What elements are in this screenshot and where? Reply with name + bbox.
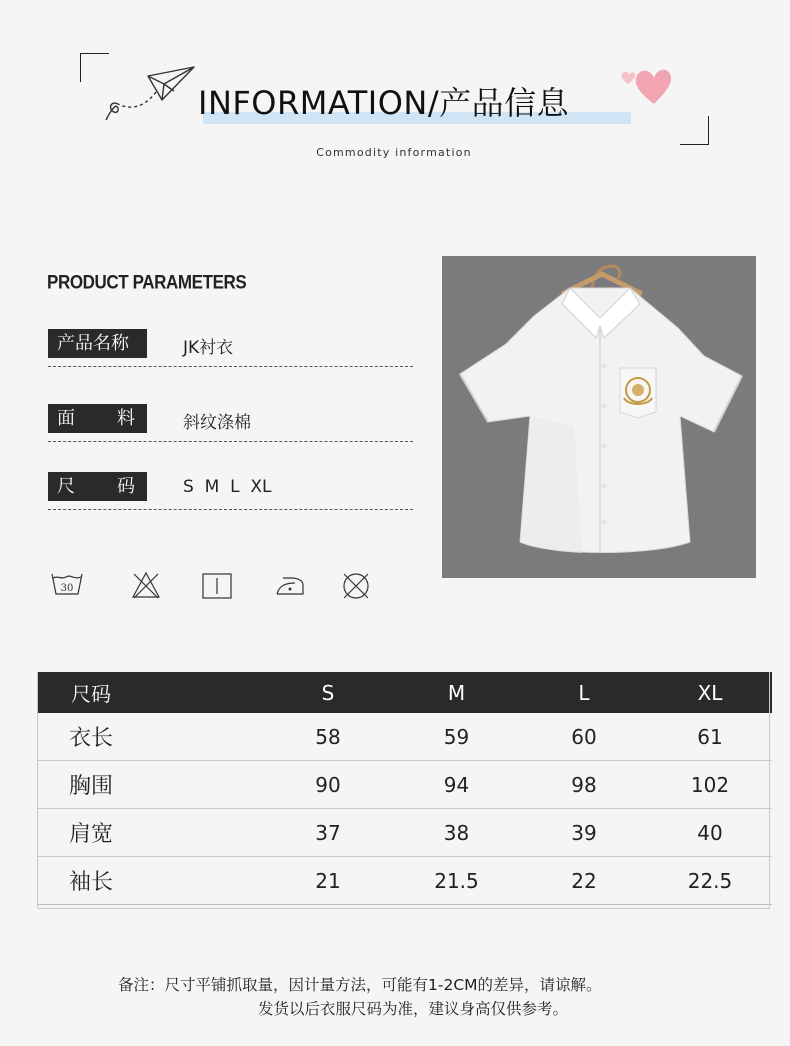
no-dry-clean-icon xyxy=(341,571,371,601)
table-cell: 98 xyxy=(520,761,648,809)
table-cell: 38 xyxy=(393,809,520,857)
header-size: 尺码 xyxy=(37,672,263,713)
table-cell: 90 xyxy=(263,761,393,809)
table-cell: 21 xyxy=(263,857,393,905)
table-cell: 58 xyxy=(263,713,393,761)
shirt-illustration xyxy=(442,256,756,578)
divider-dashed xyxy=(48,366,413,367)
param-label-size: 尺 码 xyxy=(48,472,147,501)
size-table-border xyxy=(37,672,770,909)
param-value-material: 斜纹涤棉 xyxy=(183,413,251,433)
tumble-dry-icon xyxy=(202,573,232,599)
table-cell: 40 xyxy=(648,809,772,857)
page-subtitle: Commodity information xyxy=(316,146,472,159)
hearts-icon xyxy=(618,64,682,108)
wash-30-icon xyxy=(50,570,84,598)
table-cell: 61 xyxy=(648,713,772,761)
parameters-heading: PRODUCT PARAMETERS xyxy=(47,271,247,293)
param-value-name: JK衬衣 xyxy=(183,338,234,358)
header-s: S xyxy=(263,672,393,713)
divider-dashed xyxy=(48,441,413,442)
row-label: 肩宽 xyxy=(37,809,263,857)
table-cell: 22 xyxy=(520,857,648,905)
table-cell: 102 xyxy=(648,761,772,809)
table-cell: 21.5 xyxy=(393,857,520,905)
table-cell: 39 xyxy=(520,809,648,857)
header-m: M xyxy=(393,672,520,713)
product-photo xyxy=(442,256,756,578)
paper-plane-icon xyxy=(104,64,198,124)
table-cell: 59 xyxy=(393,713,520,761)
table-cell: 22.5 xyxy=(648,857,772,905)
iron-low-icon xyxy=(275,575,305,597)
table-cell: 60 xyxy=(520,713,648,761)
corner-bracket-bottom-right xyxy=(680,116,709,145)
page-title: INFORMATION/产品信息 xyxy=(198,84,570,122)
note-line-2: 发货以后衣服尺码为准，建议身高仅供参考。 xyxy=(258,1000,569,1018)
param-value-size: S M L XL xyxy=(183,477,272,497)
header-xl: XL xyxy=(648,672,772,713)
svg-text:30: 30 xyxy=(60,583,74,594)
divider-dashed xyxy=(48,509,413,510)
header-l: L xyxy=(520,672,648,713)
param-label-material: 面 料 xyxy=(48,404,147,433)
note-line-1: 备注：尺寸平铺抓取量，因计量方法，可能有1-2CM的差异，请谅解。 xyxy=(118,976,602,994)
table-cell: 37 xyxy=(263,809,393,857)
param-label-name: 产品名称 xyxy=(48,329,147,358)
row-label: 袖长 xyxy=(37,857,263,905)
no-bleach-icon xyxy=(131,571,161,599)
row-label: 胸围 xyxy=(37,761,263,809)
row-label: 衣长 xyxy=(37,713,263,761)
table-cell: 94 xyxy=(393,761,520,809)
